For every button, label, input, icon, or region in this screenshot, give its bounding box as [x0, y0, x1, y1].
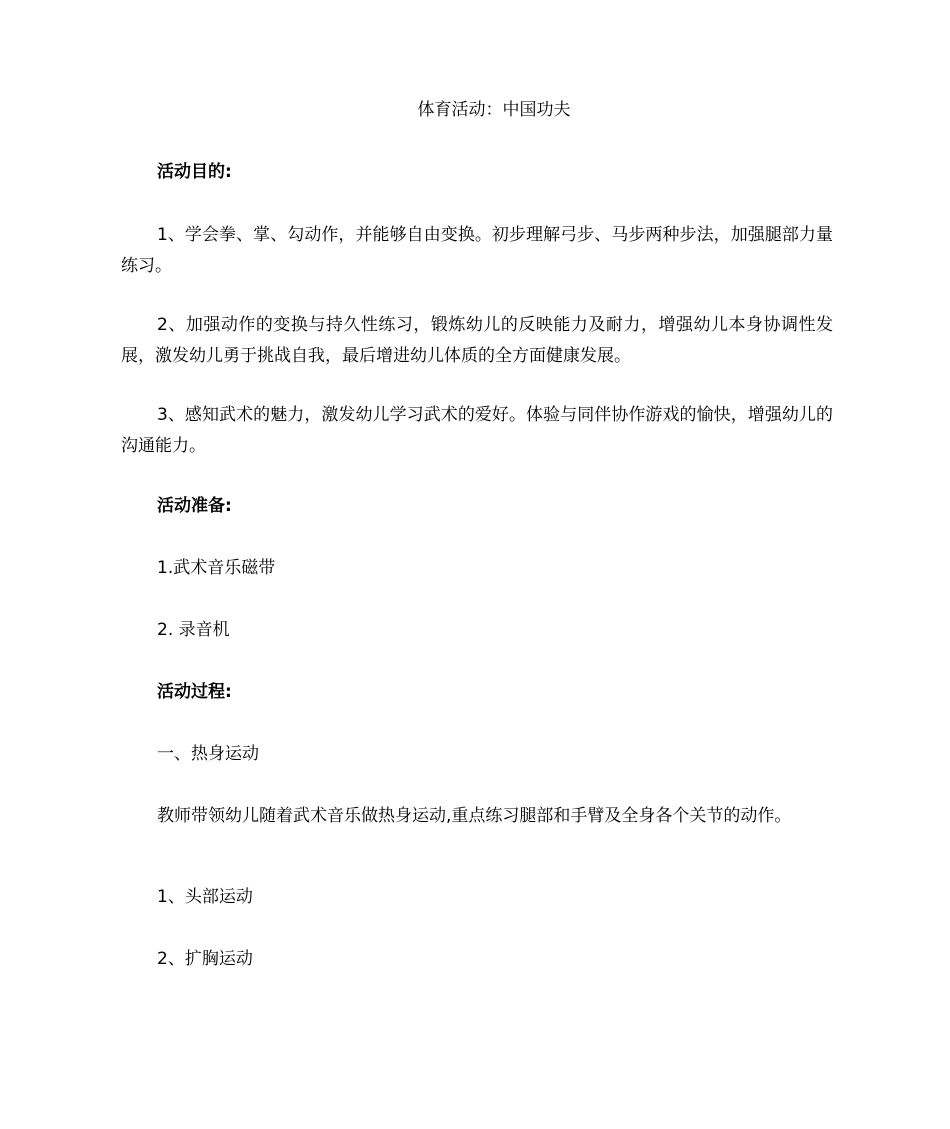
warmup-item-1: 1、头部运动: [157, 887, 253, 907]
warmup-text: 教师带领幼儿随着武术音乐做热身运动,重点练习腿部和手臂及全身各个关节的动作。: [157, 806, 792, 826]
goal-paragraph-3: 3、感知武术的魅力，激发幼儿学习武术的爱好。体验与同伴协作游戏的愉快，增强幼儿的沟通能力。: [121, 405, 833, 456]
process-heading: 活动过程:: [157, 682, 232, 702]
goal-paragraph-2: 2、加强动作的变换与持久性练习，锻炼幼儿的反映能力及耐力，增强幼儿本身协调性发展，激发幼儿勇于挑战自我，最后增进幼儿体质的全方面健康发展。: [121, 315, 833, 366]
prep-item-1: 1.武术音乐磁带: [157, 558, 276, 578]
warmup-heading: 一、热身运动: [157, 744, 259, 764]
goal-paragraph-1: 1、学会拳、掌、勾动作，并能够自由变换。初步理解弓步、马步两种步法，加强腿部力量练习。: [121, 225, 833, 276]
goals-heading: 活动目的:: [157, 162, 232, 182]
warmup-item-2: 2、扩胸运动: [157, 949, 253, 969]
prep-heading: 活动准备:: [157, 496, 232, 516]
document-title: 体育活动：中国功夫: [417, 100, 571, 120]
prep-item-2: 2. 录音机: [157, 620, 230, 640]
